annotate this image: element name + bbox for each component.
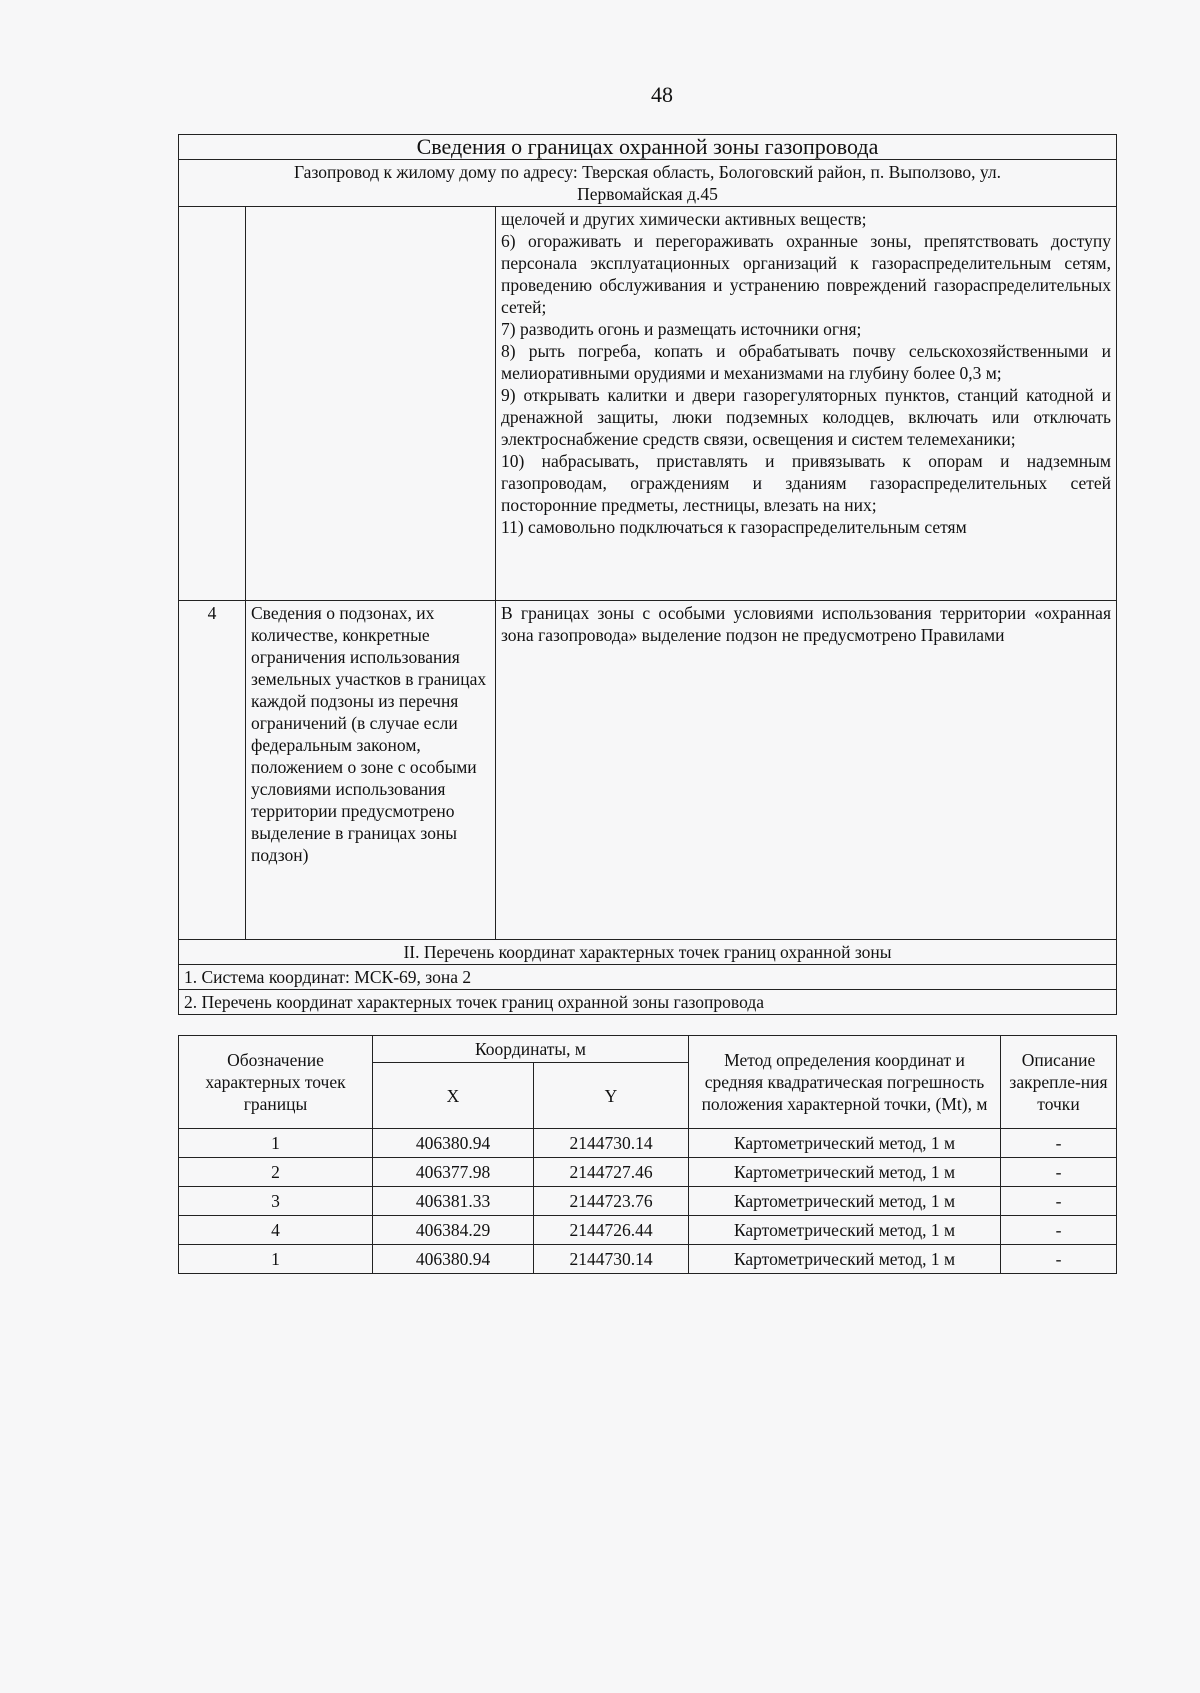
restriction-item: щелочей и других химически активных веществ; <box>501 209 867 229</box>
x-value: 406380.94 <box>373 1245 534 1274</box>
fixing-value: - <box>1001 1158 1117 1187</box>
method-value: Картометрический метод, 1 м <box>689 1158 1001 1187</box>
continuation-number-cell <box>179 207 246 601</box>
y-value: 2144726.44 <box>534 1216 689 1245</box>
restriction-item: 6) огораживать и перегораживать охранные зоны, препятствовать доступу персонала эксплуатационных организаций к газораспределительным сетям, проведению обслуживания и устранению повреждений газораспределительных сетей; <box>501 231 1111 317</box>
x-value: 406380.94 <box>373 1129 534 1158</box>
subzones-description: Сведения о подзонах, их количестве, конкретные ограничения использования земельных участков в границах каждой подзоны из перечня ограничений (в случае если федеральным законом, положением о зоне с особыми условиями использования территории предусмотрено выделение в границах зоны подзон) <box>246 601 496 940</box>
restriction-item: 10) набрасывать, приставлять и привязывать к опорам и надземным газопроводам, ограждениям и зданиям газораспределительных сетей посторонние предметы, лестницы, влезать на них; <box>501 451 1111 515</box>
fixing-value: - <box>1001 1187 1117 1216</box>
continuation-description-cell <box>246 207 496 601</box>
restriction-item: 7) разводить огонь и размещать источники огня; <box>501 319 862 339</box>
row-number: 4 <box>179 601 246 940</box>
header-x: X <box>373 1063 534 1129</box>
header-point-designation: Обозначение характерных точек границы <box>179 1036 373 1129</box>
method-value: Картометрический метод, 1 м <box>689 1245 1001 1274</box>
header-fixing-description: Описание закрепле-ния точки <box>1001 1036 1117 1129</box>
restriction-item: 11) самовольно подключаться к газораспределительным сетям <box>501 517 967 537</box>
method-value: Картометрический метод, 1 м <box>689 1187 1001 1216</box>
header-method-text: Метод определения координат и средняя квадратическая погрешность положения характерной точки, (Mt), м <box>701 1050 988 1114</box>
restriction-item: 8) рыть погреба, копать и обрабатывать почву сельскохозяйственными и мелиоративными орудиями и механизмами на глубину более 0,3 м; <box>501 341 1111 383</box>
zone-info-table <box>178 134 1117 1015</box>
document-title: Сведения о границах охранной зоны газопровода <box>179 135 1117 160</box>
point-label: 1 <box>179 1129 373 1158</box>
table-row <box>179 1216 1117 1245</box>
y-value: 2144730.14 <box>534 1245 689 1274</box>
fixing-value: - <box>1001 1216 1117 1245</box>
coordinate-system: 1. Система координат: МСК-69, зона 2 <box>179 965 1117 990</box>
header-y: Y <box>534 1063 689 1129</box>
restriction-item: 9) открывать калитки и двери газорегуляторных пунктов, станций катодной и дренажной защиты, люки подземных колодцев, включать или отключать электроснабжение средств связи, освещения и систем телемеханики; <box>501 385 1111 449</box>
table-row <box>179 1187 1117 1216</box>
coordinates-list-title: 2. Перечень координат характерных точек границ охранной зоны газопровода <box>179 990 1117 1015</box>
section-ii-heading: II. Перечень координат характерных точек границ охранной зоны <box>179 940 1117 965</box>
point-label: 4 <box>179 1216 373 1245</box>
header-method <box>689 1036 1001 1129</box>
subtitle-line-1: Газопровод к жилому дому по адресу: Тверская область, Бологовский район, п. Выползово, ул. <box>294 162 1001 182</box>
subtitle-line-2: Первомайская д.45 <box>577 184 718 204</box>
coordinates-table <box>178 1035 1117 1274</box>
table-row <box>179 1129 1117 1158</box>
point-label: 3 <box>179 1187 373 1216</box>
x-value: 406381.33 <box>373 1187 534 1216</box>
fixing-value: - <box>1001 1245 1117 1274</box>
point-label: 1 <box>179 1245 373 1274</box>
y-value: 2144727.46 <box>534 1158 689 1187</box>
fixing-value: - <box>1001 1129 1117 1158</box>
table-row <box>179 1245 1117 1274</box>
table-row <box>179 1158 1117 1187</box>
y-value: 2144723.76 <box>534 1187 689 1216</box>
header-coordinates: Координаты, м <box>373 1036 689 1063</box>
y-value: 2144730.14 <box>534 1129 689 1158</box>
continuation-text <box>496 207 1117 601</box>
method-value: Картометрический метод, 1 м <box>689 1216 1001 1245</box>
method-value: Картометрический метод, 1 м <box>689 1129 1001 1158</box>
x-value: 406377.98 <box>373 1158 534 1187</box>
document-subtitle <box>179 160 1117 207</box>
x-value: 406384.29 <box>373 1216 534 1245</box>
page-number: 48 <box>651 82 673 107</box>
subzones-value: В границах зоны с особыми условиями использования территории «охранная зона газопровода» выделение подзон не предусмотрено Правилами <box>496 601 1117 940</box>
point-label: 2 <box>179 1158 373 1187</box>
